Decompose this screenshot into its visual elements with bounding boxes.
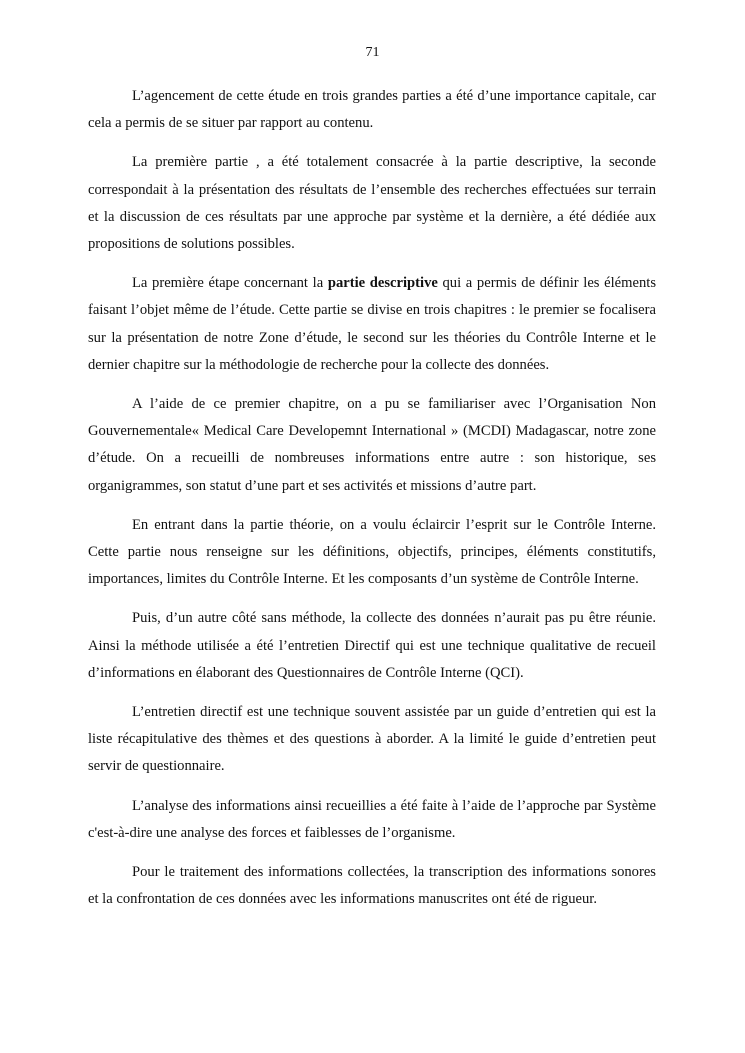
document-body (88, 83, 656, 925)
paragraph-first-chapter: A l’aide de ce premier chapitre, on a pu se familiariser avec l’Organisation Non Gouvernementale« Medical Care Developemnt International » (MCDI) Madagascar, notre zone d’étude. On a recueilli de nombreuses informations entre autre : son historique, ses organigrammes, son statut d’une part et ses activités et missions d’autre part. (88, 396, 656, 494)
paragraph-parts-overview: La première partie , a été totalement consacrée à la partie descriptive, la seconde correspondait à la présentation des résultats de l’ensemble des recherches effectuées sur terrain et la discussion de ces résultats par une approche par système et la dernière, a été dédiée aux propositions de solutions possibles. (88, 154, 656, 253)
paragraph-descriptive-part-rest: qui a permis de définir les éléments faisant l’objet même de l’étude. Cette partie se divise en trois chapitres : le premier se focalisera sur la présentation de notre Zone d’étude, le second sur les théories du Contrôle Interne et le dernier chapitre sur la méthodologie de recherche pour la collecte des données. (88, 275, 656, 373)
paragraph-descriptive-part (88, 270, 656, 379)
bold-term-partie-descriptive: partie descriptive (327, 275, 438, 292)
paragraph-directive-interview: L’entretien directif est une technique souvent assistée par un guide d’entretien qui est la liste récapitulative des thèmes et des questions à aborder. A la limité le guide d’entretien peut servir de questionnaire. (88, 704, 656, 775)
page-number: 71 (365, 45, 380, 60)
paragraph-method: Puis, d’un autre côté sans méthode, la collecte des données n’aurait pas pu être réunie. Ainsi la méthode utilisée a été l’entretien Directif qui est une technique qualitative de recueil d’informations en élaborant des Questionnaires de Contrôle Interne (QCI). (88, 610, 656, 681)
paragraph-structure-intro: L’agencement de cette étude en trois grandes parties a été d’une importance capitale, car cela a permis de se situer par rapport au contenu. (88, 88, 656, 132)
paragraph-processing: Pour le traitement des informations collectées, la transcription des informations sonores et la confrontation de ces données avec les informations manuscrites ont été de rigueur. (88, 864, 656, 908)
paragraph-theory-part: En entrant dans la partie théorie, on a voulu éclaircir l’esprit sur le Contrôle Interne. Cette partie nous renseigne sur les définitions, objectifs, principes, éléments constitutifs, importances, limites du Contrôle Interne. Et les composants d’un système de Contrôle Interne. (88, 516, 656, 588)
paragraph-analysis: L’analyse des informations ainsi recueillies a été faite à l’aide de l’approche par Système c'est-à-dire une analyse des forces et faiblesses de l’organisme. (88, 797, 656, 841)
paragraph-descriptive-part-lead: La première étape concernant la (132, 275, 328, 292)
